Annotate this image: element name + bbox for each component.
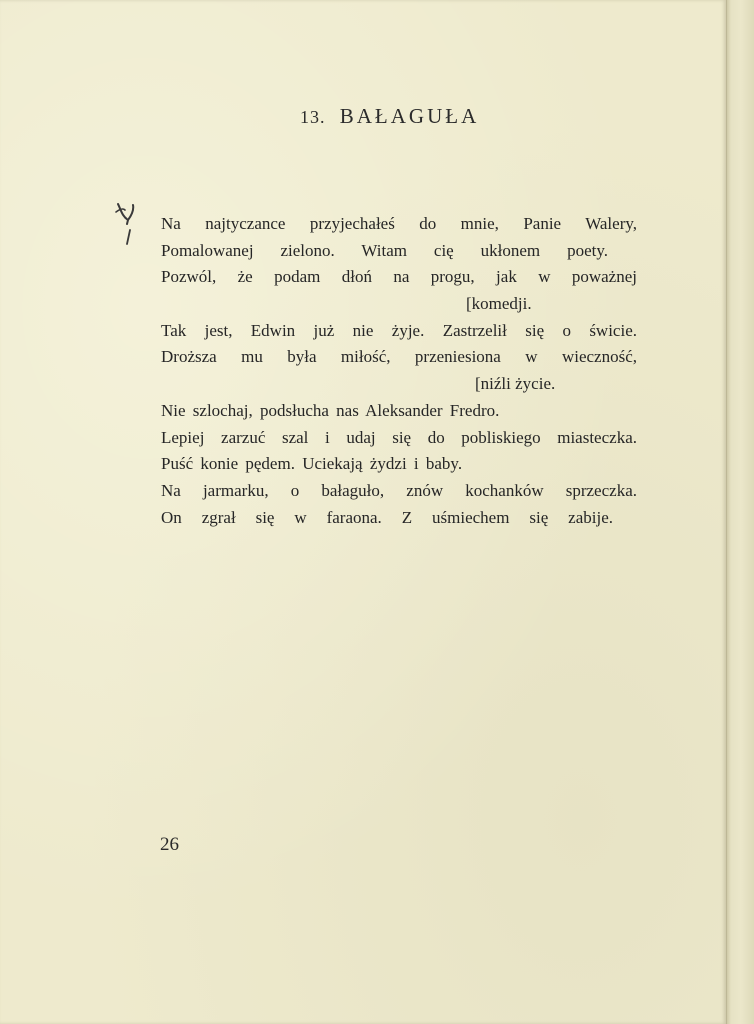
poem-heading (300, 104, 479, 129)
poem-line: On zgrał się w faraona. Z uśmiechem się zabije. (161, 507, 613, 527)
poem-line: Puść konie pędem. Uciekają żydzi i baby. (161, 454, 463, 474)
poem-title: BAŁAGUŁA (339, 104, 480, 128)
poem-line: Pomalowanej zielono. Witam cię ukłonem poety. (161, 240, 608, 260)
poem-line: Pozwól, że podam dłoń na progu, jak w poważnej (161, 267, 637, 287)
handwritten-pencil-mark-icon (112, 200, 144, 256)
poem-line: Nie szlochaj, podsłucha nas Aleksander Fredro. (161, 400, 500, 420)
next-page-edge (726, 0, 754, 1024)
poem-line-continuation: [niźli życie. (475, 374, 556, 394)
page-number: 26 (160, 834, 179, 855)
poem-line: Tak jest, Edwin już nie żyje. Zastrzelił się o świcie. (161, 320, 637, 340)
poem-body (161, 211, 641, 531)
poem-line: Lepiej zarzuć szal i udaj się do pobliskiego miasteczka. (161, 427, 637, 447)
poem-line: Na najtyczance przyjechałeś do mnie, Panie Walery, (161, 214, 637, 233)
poem-line-continuation: [komedji. (466, 294, 532, 314)
poem-line: Droższa mu była miłość, przeniesiona w wieczność, (161, 347, 637, 367)
poem-number: 13. (300, 107, 326, 127)
poem-line: Na jarmarku, o bałaguło, znów kochanków sprzeczka. (161, 480, 637, 500)
